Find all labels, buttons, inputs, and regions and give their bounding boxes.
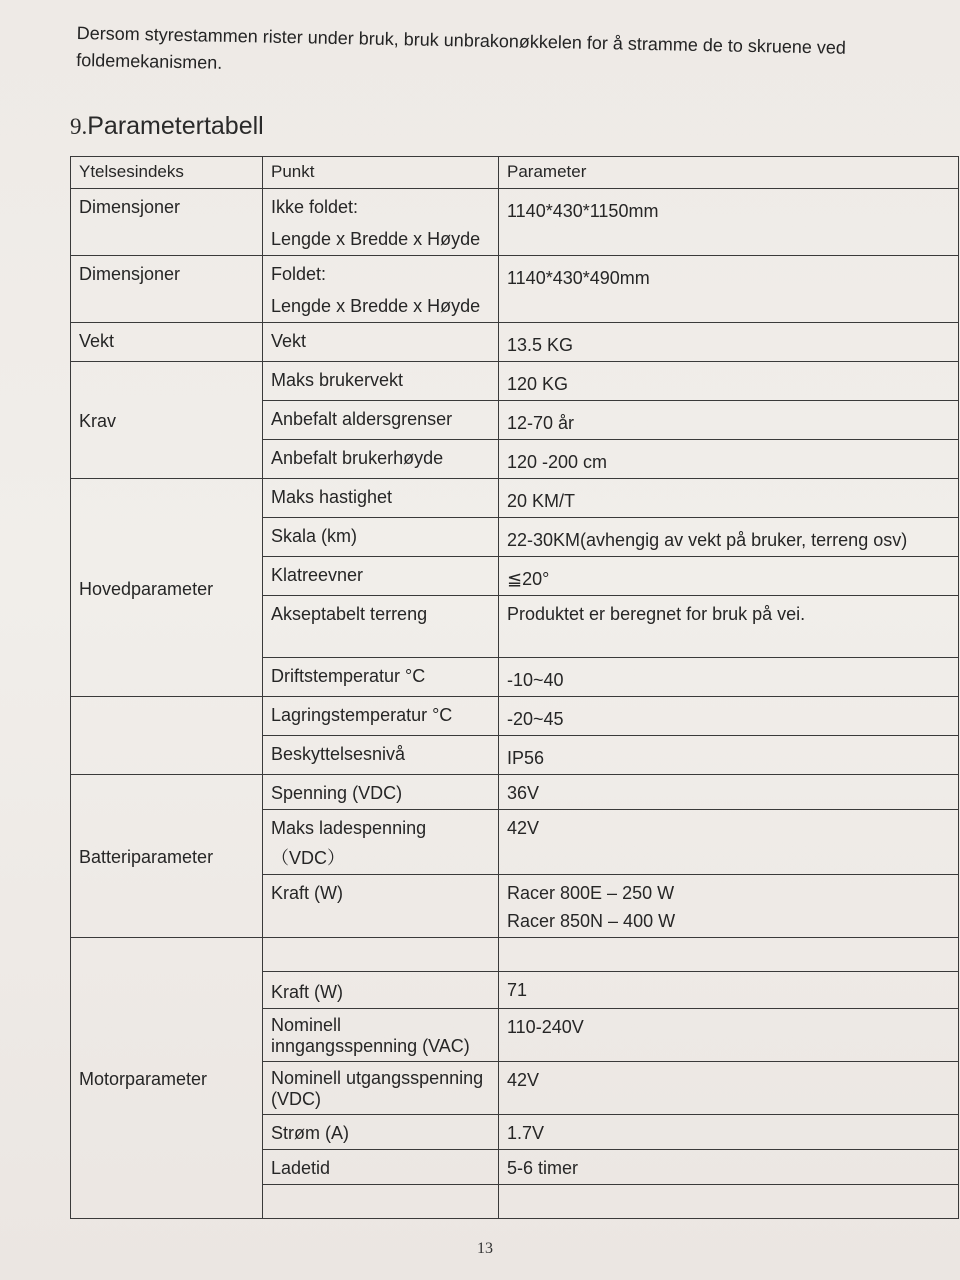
- value-cell: 36V: [499, 775, 959, 810]
- item-cell: Kraft (W): [263, 875, 499, 938]
- item-cell: Lagringstemperatur °C: [263, 697, 499, 736]
- group-cell: Hovedparameter: [71, 479, 263, 697]
- table-row: [71, 256, 959, 323]
- group-cell: Dimensjoner: [71, 189, 263, 256]
- value-cell: [499, 1185, 959, 1219]
- column-header: Punkt: [263, 157, 499, 189]
- value-cell: IP56: [499, 736, 959, 775]
- group-cell: [71, 697, 263, 775]
- table-header-row: [71, 157, 959, 189]
- value-cell: -20~45: [499, 697, 959, 736]
- item-text: （VDC）: [271, 848, 346, 868]
- item-cell: Driftstemperatur °C: [263, 658, 499, 697]
- table-row: [71, 362, 959, 401]
- value-cell: -10~40: [499, 658, 959, 697]
- page-number: 13: [477, 1240, 493, 1257]
- value-cell: 42V: [499, 1062, 959, 1115]
- table-row: [71, 697, 959, 736]
- item-cell: Kraft (W): [263, 972, 499, 1009]
- item-cell: [263, 1062, 499, 1115]
- value-text: Racer 850N – 400 W: [507, 911, 676, 931]
- intro-paragraph: Dersom styrestammen rister under bruk, bruk unbrakonøkkelen for å stramme de to skruene ved foldemekanismen.: [76, 22, 847, 73]
- value-cell: 1140*430*1150mm: [499, 189, 959, 256]
- item-cell: Skala (km): [263, 518, 499, 557]
- group-cell: Motorparameter: [71, 938, 263, 1219]
- item-cell: [263, 189, 499, 256]
- section-title: Parametertabell: [87, 112, 264, 140]
- table-row: [71, 189, 959, 256]
- item-text: Lengde x Bredde x Høyde: [271, 296, 481, 316]
- item-cell: [263, 810, 499, 875]
- value-text: Racer 800E – 250 W: [507, 883, 675, 903]
- item-cell: Vekt: [263, 323, 499, 362]
- value-cell: 20 KM/T: [499, 479, 959, 518]
- value-cell: 5-6 timer: [499, 1150, 959, 1185]
- item-text: (VDC): [271, 1089, 321, 1109]
- column-header: Ytelsesindeks: [71, 157, 263, 189]
- item-text: Nominell utgangsspenning: [271, 1068, 484, 1088]
- table-row: [71, 775, 959, 810]
- item-cell: Beskyttelsesnivå: [263, 736, 499, 775]
- item-text: Nominell: [271, 1015, 342, 1035]
- item-text: inngangsspenning (VAC): [271, 1036, 470, 1056]
- table-row: [71, 323, 959, 362]
- item-cell: [263, 256, 499, 323]
- value-cell: 120 -200 cm: [499, 440, 959, 479]
- value-cell: 42V: [499, 810, 959, 875]
- item-cell: Ladetid: [263, 1150, 499, 1185]
- value-cell: 110-240V: [499, 1009, 959, 1062]
- table-row: [71, 938, 959, 972]
- value-cell: 22-30KM(avhengig av vekt på bruker, terreng osv): [499, 518, 959, 557]
- item-text: Lengde x Bredde x Høyde: [271, 229, 481, 249]
- value-cell: 71: [499, 972, 959, 1009]
- value-cell: ≦20°: [499, 557, 959, 596]
- value-cell: Produktet er beregnet for bruk på vei.: [499, 596, 959, 658]
- item-cell: Akseptabelt terreng: [263, 596, 499, 658]
- value-cell: 1140*430*490mm: [499, 256, 959, 323]
- value-cell: 12-70 år: [499, 401, 959, 440]
- item-cell: [263, 938, 499, 972]
- item-cell: Maks brukervekt: [263, 362, 499, 401]
- item-cell: Maks hastighet: [263, 479, 499, 518]
- table-row: [71, 479, 959, 518]
- item-cell: Anbefalt aldersgrenser: [263, 401, 499, 440]
- item-cell: Anbefalt brukerhøyde: [263, 440, 499, 479]
- value-cell: 1.7V: [499, 1115, 959, 1150]
- group-cell: Krav: [71, 362, 263, 479]
- value-cell: 120 KG: [499, 362, 959, 401]
- item-cell: [263, 1185, 499, 1219]
- parameter-table: [70, 156, 959, 1219]
- value-cell: 13.5 KG: [499, 323, 959, 362]
- group-cell: Vekt: [71, 323, 263, 362]
- item-cell: Klatreevner: [263, 557, 499, 596]
- value-cell: [499, 875, 959, 938]
- group-cell: Batteriparameter: [71, 775, 263, 938]
- value-cell: [499, 938, 959, 972]
- section-heading: [70, 112, 264, 141]
- item-cell: [263, 1009, 499, 1062]
- item-text: Maks ladespenning: [271, 818, 427, 838]
- column-header: Parameter: [499, 157, 959, 189]
- item-text: Foldet:: [271, 264, 327, 284]
- group-cell: Dimensjoner: [71, 256, 263, 323]
- item-cell: Spenning (VDC): [263, 775, 499, 810]
- section-number: 9.: [70, 114, 88, 139]
- item-text: Ikke foldet:: [271, 197, 359, 217]
- item-cell: Strøm (A): [263, 1115, 499, 1150]
